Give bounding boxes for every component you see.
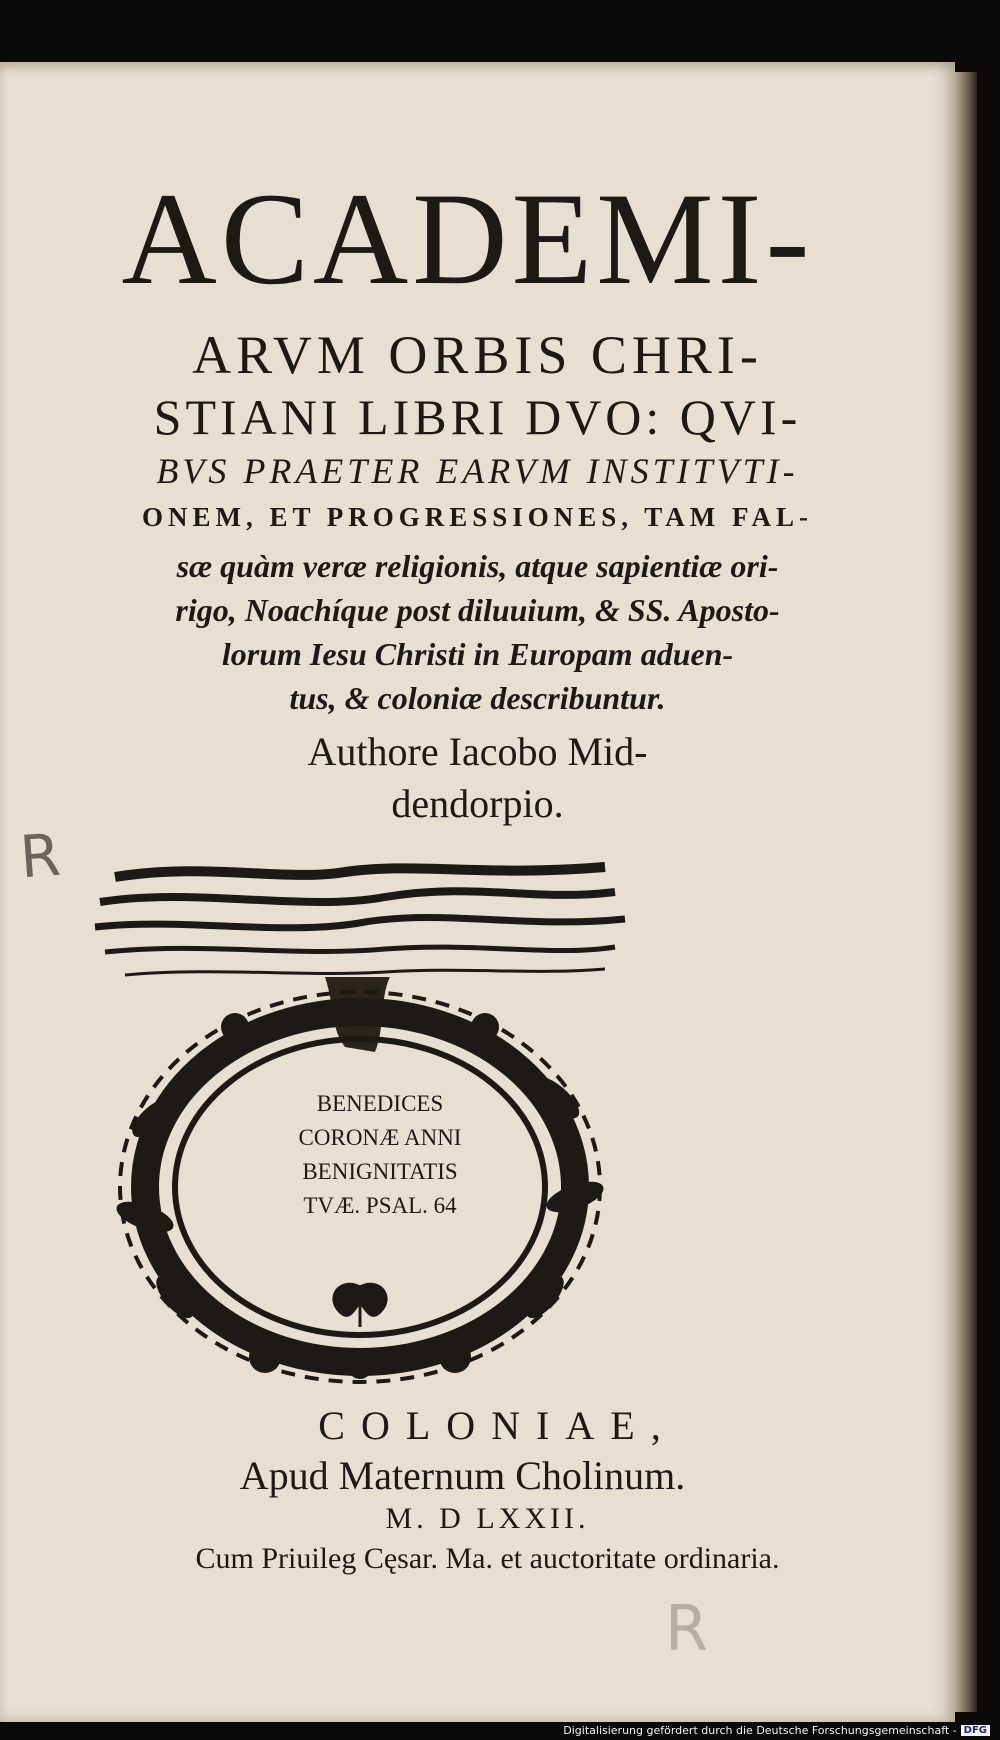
handwritten-mark: R <box>17 820 63 892</box>
fleur-ornament <box>334 1284 386 1327</box>
title-line-9: tus, & coloniæ describuntur. <box>289 680 666 716</box>
title-line-6: sæ quàm veræ religionis, atque sapientiæ ori- <box>176 548 779 584</box>
motto-line-1: BENEDICES <box>316 1091 444 1116</box>
title-line-5: ONEM, ET PROGRESSIONES, TAM FAL- <box>141 502 814 532</box>
imprint-printer: Apud Maternum Cholinum. <box>239 1453 686 1498</box>
motto-line-4: TVÆ. PSAL. 64 <box>303 1193 457 1218</box>
title-line-2: ARVM ORBIS CHRI- <box>192 325 763 385</box>
title-line-7: rigo, Noachíque post diluuium, & SS. Aposto- <box>175 592 780 628</box>
title-line-8: lorum Iesu Christi in Europam aduen- <box>221 636 734 672</box>
motto-line-2: CORONÆ ANNI <box>298 1125 462 1150</box>
dfg-logo: DFG <box>961 1725 990 1736</box>
motto-line-3: BENIGNITATIS <box>302 1159 458 1184</box>
imprint-year: M. D LXXII. <box>385 1502 590 1535</box>
faint-handwritten-mark: R <box>665 1592 709 1665</box>
emblem-motto <box>255 1087 505 1223</box>
credit-text: Digitalisierung gefördert durch die Deutsche Forschungsgemeinschaft - <box>563 1724 957 1737</box>
title-line-3: STIANI LIBRI DVO: QVI- <box>153 389 802 445</box>
title-page <box>0 62 955 1722</box>
digitization-credit <box>563 1724 990 1737</box>
author-line-2: dendorpio. <box>391 781 564 826</box>
title-line-4: BVS PRAETER EARVM INSTITVTI- <box>156 451 799 491</box>
cloud-band <box>95 867 625 975</box>
author-line-1: Authore Iacobo Mid- <box>307 729 648 774</box>
imprint-city: COLONIAE, <box>318 1403 677 1448</box>
imprint-privilege: Cum Priuileg Cęsar. Ma. et auctoritate ordinaria. <box>195 1542 780 1575</box>
page-edge-shadow <box>955 72 977 1712</box>
title-line-1: ACADEMI- <box>121 165 814 312</box>
